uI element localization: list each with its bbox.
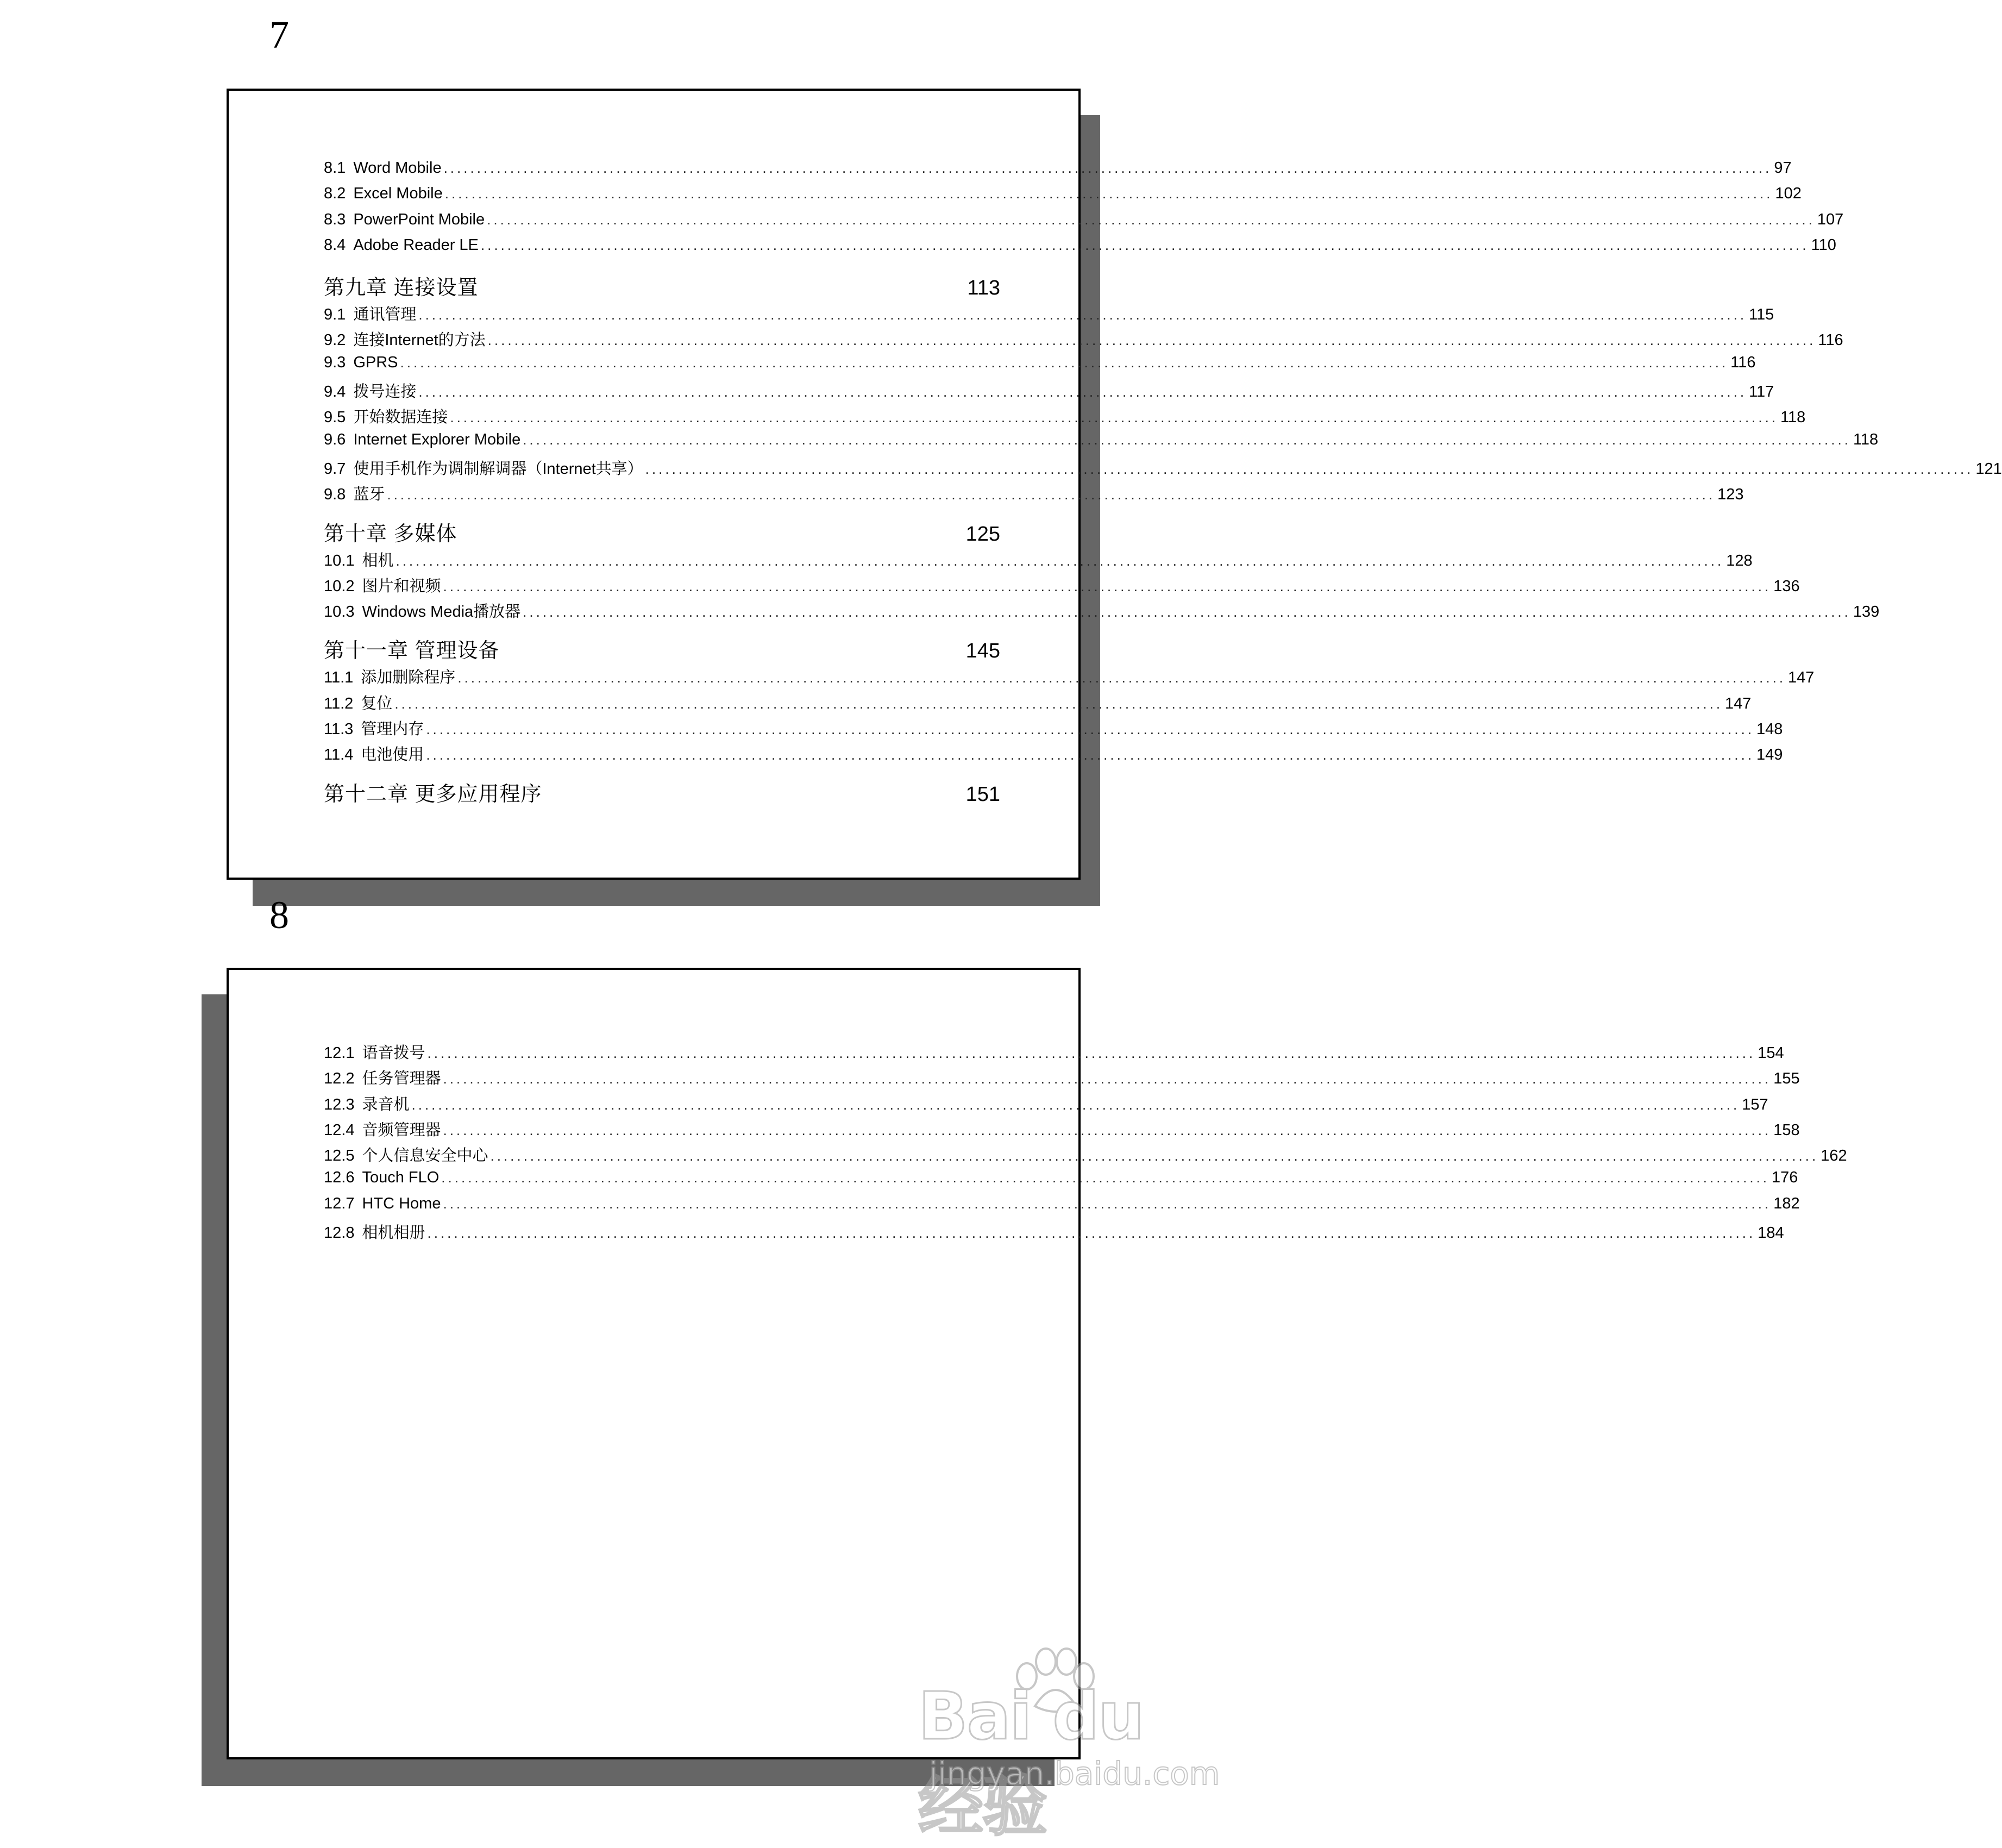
dot-leader: ........................................................................................................................................................................................................ [427,1045,1756,1061]
chapter-title: 第十一章 管理设备 [324,640,500,663]
toc-entry [324,456,2002,482]
section-number: 9.1 [324,306,346,324]
section-page-number: 110 [1811,236,1836,254]
section-title: Internet Explorer Mobile [353,430,521,448]
section-number: 12.2 [324,1070,355,1088]
toc-entry [324,430,1879,456]
chapter-page-number: 151 [965,782,1000,806]
dot-leader: ........................................................................................................................................................................................................ [387,486,1716,503]
section-title: Word Mobile [353,159,442,177]
section-page-number: 154 [1758,1044,1784,1062]
dot-leader: ........................................................................................................................................................................................................ [411,1096,1740,1113]
watermark-brand: Bai du 经验 [918,1679,1144,1845]
section-title: 使用手机作为调制解调器（Internet共享） [353,460,643,478]
dot-leader: ........................................................................................................................................................................................................ [443,1195,1772,1212]
section-title: 个人信息安全中心 [362,1147,488,1165]
toc-entry [324,599,1880,625]
section-page-number: 116 [1730,353,1756,371]
section-page-number: 118 [1780,409,1806,427]
section-page-number: 148 [1756,721,1783,738]
section-title: PowerPoint Mobile [353,210,485,228]
toc-entry [324,302,1774,328]
section-page-number: 116 [1818,331,1843,349]
section-page-number: 121 [1975,460,2002,478]
section-title: 录音机 [362,1095,410,1113]
toc-entry [324,1092,1768,1118]
toc-entry [324,379,1774,405]
chapter-page-number: 125 [965,522,1000,546]
toc-entry [324,1066,1800,1092]
page-7-sheet [227,89,2002,880]
dot-leader: ........................................................................................................................................................................................................ [523,431,1851,448]
chapter-title: 第九章 连接设置 [324,277,479,300]
toc-entry [324,405,1806,430]
page-number-8: 8 [269,893,289,937]
dot-leader: ........................................................................................................................................................................................................ [645,460,1974,477]
section-page-number: 117 [1749,383,1774,401]
section-title: Excel Mobile [353,185,443,203]
section-number: 9.8 [324,486,346,504]
section-title: 连接Internet的方法 [353,331,486,349]
section-title: 相机相册 [362,1224,425,1242]
section-title: 音频管理器 [362,1121,441,1139]
section-number: 8.4 [324,236,346,254]
section-title: 图片和视频 [362,577,441,595]
toc-entry [324,1220,1784,1246]
section-page-number: 136 [1773,577,1800,595]
toc-entry [324,1041,1784,1066]
section-number: 9.6 [324,430,346,448]
section-number: 10.3 [324,603,355,621]
dot-leader: ........................................................................................................................................................................................................ [396,552,1724,569]
section-page-number: 157 [1742,1095,1768,1113]
section-number: 12.8 [324,1224,355,1242]
dot-leader: ........................................................................................................................................................................................................ [426,721,1755,738]
section-title: Touch FLO [362,1169,440,1187]
section-title: 管理内存 [361,721,424,738]
dot-leader: ........................................................................................................................................................................................................ [443,160,1772,176]
section-page-number: 158 [1773,1121,1800,1139]
dot-leader: ........................................................................................................................................................................................................ [443,1070,1772,1087]
section-page-number: 155 [1773,1070,1800,1088]
dot-leader: ........................................................................................................................................................................................................ [480,236,1809,253]
section-title: Windows Media播放器 [362,603,521,621]
watermark-url: jingyan.baidu.com [929,1755,1220,1792]
dot-leader: ........................................................................................................................................................................................................ [441,1169,1770,1186]
section-number: 10.1 [324,552,355,569]
section-page-number: 97 [1774,159,1792,177]
dot-leader: ........................................................................................................................................................................................................ [400,354,1729,371]
section-number: 9.2 [324,331,346,349]
toc-entry [324,742,1783,768]
section-number: 9.4 [324,383,346,401]
section-title: 通讯管理 [353,306,417,324]
page-8-sheet [227,968,1847,1759]
section-number: 8.2 [324,185,346,203]
section-title: 开始数据连接 [353,409,448,427]
toc-entry [324,210,1844,236]
section-title: 复位 [361,694,393,712]
section-number: 9.5 [324,409,346,427]
section-page-number: 102 [1775,185,1802,203]
dot-leader: ........................................................................................................................................................................................................ [490,1148,1819,1164]
section-title: 电池使用 [361,746,424,764]
toc-entry [324,1169,1798,1194]
dot-leader: ........................................................................................................................................................................................................ [418,306,1747,323]
section-page-number: 118 [1853,430,1879,448]
chapter-page-number: 145 [965,640,1000,663]
toc-entry [324,665,1815,691]
section-title: GPRS [353,353,398,371]
section-number: 11.3 [324,721,354,738]
baidu-jingyan-watermark [918,1646,1222,1845]
toc-entry [324,717,1783,742]
section-number: 12.3 [324,1095,355,1113]
section-number: 12.6 [324,1169,355,1187]
section-number: 8.3 [324,210,346,228]
section-title: Adobe Reader LE [353,236,479,254]
section-page-number: 162 [1821,1147,1847,1165]
dot-leader: ........................................................................................................................................................................................................ [450,409,1779,426]
section-number: 12.4 [324,1121,355,1139]
dot-leader: ........................................................................................................................................................................................................ [457,669,1786,686]
section-page-number: 147 [1725,694,1752,712]
toc-page-8 [324,1041,1847,1246]
toc-entry [324,548,1753,574]
section-page-number: 184 [1758,1224,1784,1242]
toc-entry [324,328,1843,353]
toc-entry [324,691,1752,717]
toc-chapter-heading [324,634,1000,664]
section-title: 相机 [362,552,394,569]
section-number: 9.7 [324,460,346,478]
section-number: 9.3 [324,353,346,371]
dot-leader: ........................................................................................................................................................................................................ [487,211,1815,228]
section-page-number: 182 [1773,1194,1800,1212]
section-page-number: 147 [1788,669,1815,687]
page-number-7: 7 [269,13,289,57]
toc-entry [324,1118,1800,1143]
toc-chapter-heading [324,517,1000,547]
section-title: 拨号连接 [353,383,417,401]
toc-entry [324,574,1800,599]
section-title: 添加删除程序 [361,669,456,687]
dot-leader: ........................................................................................................................................................................................................ [443,1122,1772,1138]
section-title: 语音拨号 [362,1044,425,1062]
toc-entry [324,185,1802,210]
section-page-number: 139 [1853,603,1880,621]
dot-leader: ........................................................................................................................................................................................................ [523,604,1851,621]
dot-leader: ........................................................................................................................................................................................................ [443,578,1772,594]
section-number: 12.1 [324,1044,355,1062]
section-title: 任务管理器 [362,1070,441,1088]
dot-leader: ........................................................................................................................................................................................................ [394,695,1723,712]
section-number: 12.5 [324,1147,355,1165]
section-number: 11.4 [324,746,354,764]
section-number: 12.7 [324,1194,355,1212]
toc-chapter-heading [324,777,1000,807]
toc-entry [324,1143,1847,1169]
section-title: HTC Home [362,1194,441,1212]
toc-entry [324,159,1792,185]
section-page-number: 115 [1749,306,1774,324]
section-page-number: 123 [1717,486,1744,504]
toc-entry [324,1194,1800,1220]
toc-chapter-heading [324,271,1000,301]
toc-page-7 [324,159,2002,809]
chapter-title: 第十章 多媒体 [324,522,457,546]
toc-entry [324,353,1756,379]
section-page-number: 107 [1817,210,1844,228]
toc-entry [324,236,1836,262]
section-number: 8.1 [324,159,346,177]
dot-leader: ........................................................................................................................................................................................................ [427,1225,1756,1242]
section-number: 11.1 [324,669,354,687]
section-number: 11.2 [324,694,354,712]
section-number: 10.2 [324,577,355,595]
section-page-number: 149 [1756,746,1783,764]
chapter-page-number: 113 [967,277,1000,300]
section-page-number: 176 [1772,1169,1798,1187]
section-title: 蓝牙 [353,486,385,504]
dot-leader: ........................................................................................................................................................................................................ [487,332,1816,349]
dot-leader: ........................................................................................................................................................................................................ [444,185,1773,202]
dot-leader: ........................................................................................................................................................................................................ [426,747,1755,763]
dot-leader: ........................................................................................................................................................................................................ [418,384,1747,400]
toc-entry [324,482,1744,508]
section-page-number: 128 [1726,552,1753,569]
chapter-title: 第十二章 更多应用程序 [324,782,542,806]
